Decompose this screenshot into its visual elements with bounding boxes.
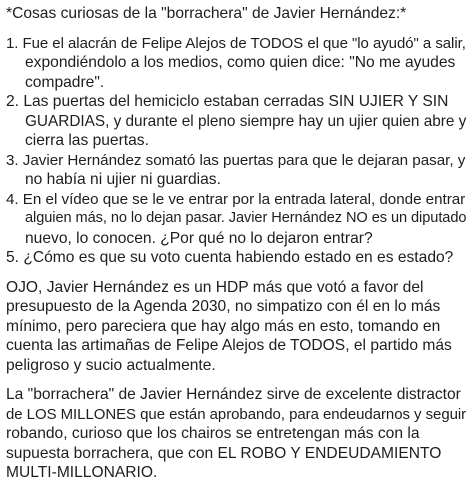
post-heading — [6, 4, 466, 24]
closing-paragraph — [6, 385, 466, 483]
list-item-2-line-1: 2. Las puertas del hemiciclo estaban cerradas SIN UJIER Y SIN — [6, 93, 449, 110]
ojo-line-3: mínimo, pero pareciera que hay algo más en esto, tomando en — [6, 317, 441, 335]
closing-line-5: MULTI-MILLONARIO. — [6, 464, 158, 481]
ojo-line-4: cuenta las artimañas de Felipe Alejos de TODOS, el partido más — [6, 337, 452, 354]
list-item-4-line-2: alguien más, no lo dejan pasar. Javier Hernández NO es un diputado — [25, 210, 467, 226]
ojo-paragraph — [6, 278, 466, 376]
closing-line-3: robando, curioso que los chairos se entretengan más con la — [6, 425, 420, 442]
list-item-5 — [6, 248, 466, 268]
closing-line-4: supuesta borrachera, que con EL ROBO Y ENDEUDAMIENTO — [6, 444, 442, 462]
ojo-line-1: OJO, Javier Hernández es un HDP más que votó a favor del — [6, 278, 424, 296]
list-item-1-line-2: expondiéndolo a los medios, como quien dice: "No me ayudes — [25, 54, 456, 71]
list-item-1-line-1: 1. Fue el alacrán de Felipe Alejos de TODOS el que "lo ayudó" a salir, — [6, 34, 466, 52]
list-item-3-line-1: 3. Javier Hernández somató las puertas para que le dejaran pasar, y — [6, 151, 466, 169]
list-item-2-line-2: GUARDIAS, y durante el pleno siempre hay un ujier quien abre y — [25, 112, 467, 130]
ojo-line-2: presupuesto de la Agenda 2030, no simpatizo con él en lo más — [6, 298, 441, 315]
list-item-4-line-1: 4. En el vídeo que se le ve entrar por la entrada lateral, donde entrar — [6, 190, 466, 208]
ojo-line-5: peligroso y sucio actualmente. — [6, 356, 216, 374]
list-item-1 — [6, 34, 466, 93]
list-item-4-line-3: nuevo, lo conocen. ¿Por qué no lo dejaron entrar? — [25, 229, 373, 247]
list-item-5-line-1: 5. ¿Cómo es que su voto cuenta habiendo estado en es estado? — [6, 249, 454, 266]
numbered-list — [6, 34, 466, 268]
list-item-2-line-3: cierra las puertas. — [25, 132, 149, 149]
closing-line-2: de LOS MILLONES que están aprobando, para endeudarnos y seguir — [6, 405, 467, 423]
list-item-2 — [6, 92, 466, 151]
paragraph-gap — [6, 24, 466, 34]
list-item-3 — [6, 151, 466, 190]
heading-text: *Cosas curiosas de la "borrachera" de Javier Hernández:* — [6, 5, 407, 22]
paragraph-gap — [6, 268, 466, 278]
list-item-4 — [6, 190, 466, 249]
list-item-1-line-3: compadre". — [25, 73, 105, 91]
list-item-3-line-2: no había ni ujier ni guardias. — [25, 171, 221, 188]
paragraph-gap — [6, 375, 466, 385]
closing-line-1: La "borrachera" de Javier Hernández sirve de excelente distractor — [6, 386, 461, 403]
